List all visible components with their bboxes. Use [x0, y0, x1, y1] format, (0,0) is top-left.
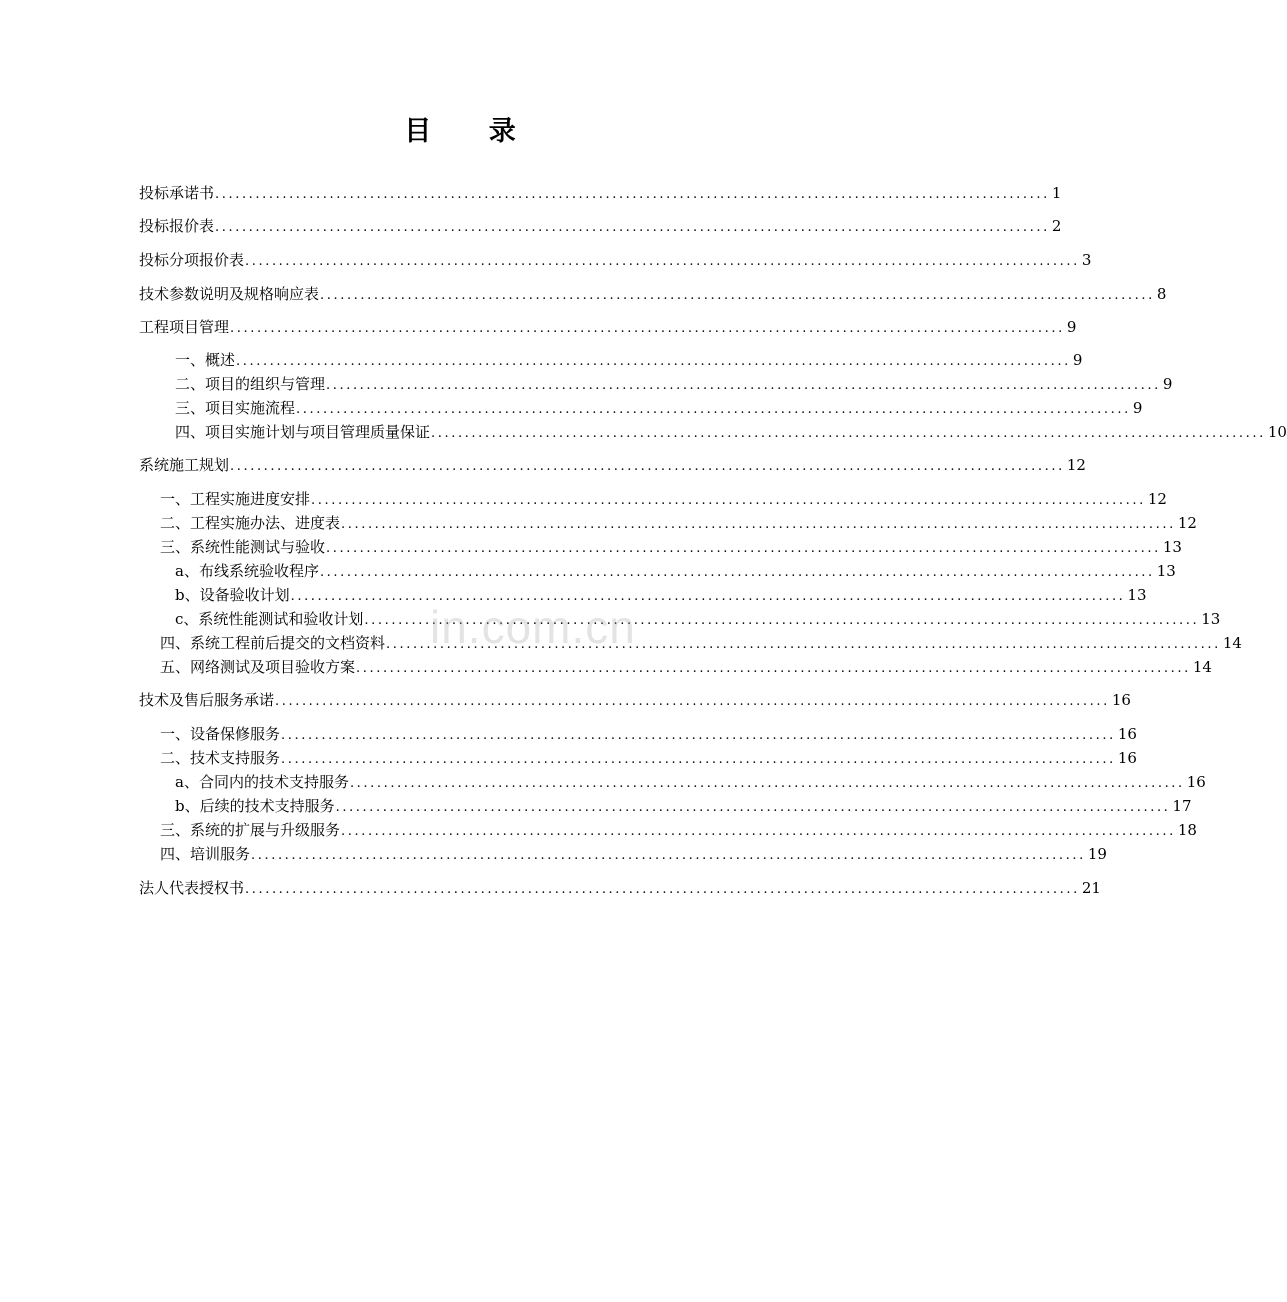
toc-entry-label: 四、系统工程前后提交的文档资料	[160, 634, 386, 652]
toc-entry-page: 13	[1162, 538, 1182, 556]
dot-leader: ............................................................................................................................	[296, 402, 1131, 417]
toc-entry-label: 二、技术支持服务	[160, 749, 281, 767]
dot-leader: ............................................................................................................................	[236, 354, 1071, 369]
toc-entry[interactable]	[139, 455, 1086, 475]
toc-entry-label: 二、项目的组织与管理	[175, 375, 326, 393]
toc-entry-page: 13	[1127, 586, 1147, 604]
toc-entry-label: 四、培训服务	[160, 845, 251, 863]
toc-entry-label: 一、工程实施进度安排	[160, 490, 311, 508]
toc-entry-label: 系统施工规划	[139, 456, 230, 474]
dot-leader: ............................................................................................................................	[386, 637, 1221, 652]
toc-subentry[interactable]	[160, 513, 1197, 533]
toc-entry[interactable]	[139, 284, 1167, 304]
toc-subentry[interactable]	[175, 374, 1173, 394]
toc-subentry[interactable]	[160, 820, 1197, 840]
toc-entry-label: 二、工程实施办法、进度表	[160, 514, 341, 532]
toc-entry-page: 10	[1267, 423, 1287, 441]
toc-entry-label: a、布线系统验收程序	[175, 562, 319, 580]
dot-leader: ............................................................................................................................	[215, 220, 1050, 235]
dot-leader: ............................................................................................................................	[319, 565, 1155, 580]
toc-entry[interactable]	[139, 878, 1101, 898]
toc-entry-label: 投标报价表	[139, 217, 215, 235]
watermark: in.com.cn	[430, 601, 636, 653]
toc-entry-page: 21	[1081, 879, 1101, 897]
toc-entry-label: b、后续的技术支持服务	[175, 797, 335, 815]
toc-entry-label: c、系统性能测试和验收计划	[175, 610, 364, 628]
dot-leader: ............................................................................................................................	[335, 800, 1171, 815]
toc-subentry[interactable]	[160, 657, 1212, 677]
toc-entry[interactable]	[139, 250, 1092, 270]
toc-subentry[interactable]	[175, 398, 1143, 418]
toc-entry-page: 17	[1172, 797, 1192, 815]
toc-entry-page: 2	[1051, 217, 1062, 235]
dot-leader: ............................................................................................................................	[275, 694, 1110, 709]
dot-leader: ............................................................................................................................	[431, 426, 1266, 441]
toc-entry-page: 16	[1117, 749, 1137, 767]
toc-subsubentry[interactable]	[175, 609, 1221, 629]
dot-leader: ............................................................................................................................	[341, 517, 1176, 532]
toc-entry-page: 9	[1066, 318, 1077, 336]
dot-leader: ............................................................................................................................	[230, 321, 1065, 336]
toc-entry-label: 工程项目管理	[139, 318, 230, 336]
toc-entry[interactable]	[139, 216, 1062, 236]
toc-subentry[interactable]	[160, 724, 1137, 744]
dot-leader: ............................................................................................................................	[245, 254, 1080, 269]
toc-entry-label: 法人代表授权书	[139, 879, 245, 897]
toc-subsubentry[interactable]	[175, 585, 1147, 605]
toc-entry-page: 14	[1222, 634, 1242, 652]
toc-entry-page: 13	[1156, 562, 1176, 580]
dot-leader: ............................................................................................................................	[364, 613, 1200, 628]
toc-entry-label: 三、项目实施流程	[175, 399, 296, 417]
toc-entry-page: 1	[1051, 184, 1062, 202]
toc-entry[interactable]	[139, 690, 1131, 710]
toc-subentry[interactable]	[175, 422, 1287, 442]
dot-leader: ............................................................................................................................	[245, 882, 1080, 897]
toc-subentry[interactable]	[160, 844, 1107, 864]
toc-entry-page: 9	[1162, 375, 1173, 393]
toc-entry-label: a、合同内的技术支持服务	[175, 773, 349, 791]
toc-entry-page: 16	[1186, 773, 1206, 791]
toc-subentry[interactable]	[160, 748, 1137, 768]
toc-entry-page: 8	[1156, 285, 1167, 303]
toc-subentry[interactable]	[175, 350, 1083, 370]
toc-entry-label: b、设备验收计划	[175, 586, 290, 604]
toc-subsubentry[interactable]	[175, 796, 1192, 816]
dot-leader: ............................................................................................................................	[290, 589, 1126, 604]
toc-entry-page: 16	[1117, 725, 1137, 743]
toc-entry[interactable]	[139, 317, 1077, 337]
toc-entry-label: 三、系统性能测试与验收	[160, 538, 326, 556]
page-title: 目 录	[404, 116, 540, 147]
toc-entry-page: 14	[1192, 658, 1212, 676]
dot-leader: ............................................................................................................................	[349, 776, 1185, 791]
toc-entry-label: 技术参数说明及规格响应表	[139, 285, 320, 303]
dot-leader: ............................................................................................................................	[251, 848, 1086, 863]
toc-entry[interactable]	[139, 183, 1062, 203]
toc-entry-label: 一、概述	[175, 351, 236, 369]
toc-subsubentry[interactable]	[175, 561, 1176, 581]
dot-leader: ............................................................................................................................	[281, 728, 1116, 743]
dot-leader: ............................................................................................................................	[311, 493, 1146, 508]
toc-entry-label: 五、网络测试及项目验收方案	[160, 658, 356, 676]
toc-subentry[interactable]	[160, 489, 1167, 509]
toc-entry-page: 9	[1072, 351, 1083, 369]
toc-entry-page: 12	[1066, 456, 1086, 474]
toc-entry-page: 13	[1201, 610, 1221, 628]
toc-entry-page: 16	[1111, 691, 1131, 709]
toc-entry-label: 三、系统的扩展与升级服务	[160, 821, 341, 839]
dot-leader: ............................................................................................................................	[230, 459, 1065, 474]
toc-entry-page: 19	[1087, 845, 1107, 863]
dot-leader: ............................................................................................................................	[281, 752, 1116, 767]
dot-leader: ............................................................................................................................	[341, 824, 1176, 839]
toc-entry-label: 投标承诺书	[139, 184, 215, 202]
toc-subsubentry[interactable]	[175, 772, 1206, 792]
toc-subentry[interactable]	[160, 537, 1182, 557]
toc-entry-page: 12	[1177, 514, 1197, 532]
toc-entry-label: 投标分项报价表	[139, 251, 245, 269]
toc-entry-label: 一、设备保修服务	[160, 725, 281, 743]
toc-entry-label: 技术及售后服务承诺	[139, 691, 275, 709]
toc-entry-page: 18	[1177, 821, 1197, 839]
toc-entry-label: 四、项目实施计划与项目管理质量保证	[175, 423, 431, 441]
toc-entry-page: 9	[1132, 399, 1143, 417]
dot-leader: ............................................................................................................................	[215, 187, 1050, 202]
toc-entry-page: 3	[1081, 251, 1092, 269]
dot-leader: ............................................................................................................................	[320, 288, 1155, 303]
dot-leader: ............................................................................................................................	[356, 661, 1191, 676]
dot-leader: ............................................................................................................................	[326, 378, 1161, 393]
toc-entry-page: 12	[1147, 490, 1167, 508]
dot-leader: ............................................................................................................................	[326, 541, 1161, 556]
toc-subentry[interactable]	[160, 633, 1242, 653]
